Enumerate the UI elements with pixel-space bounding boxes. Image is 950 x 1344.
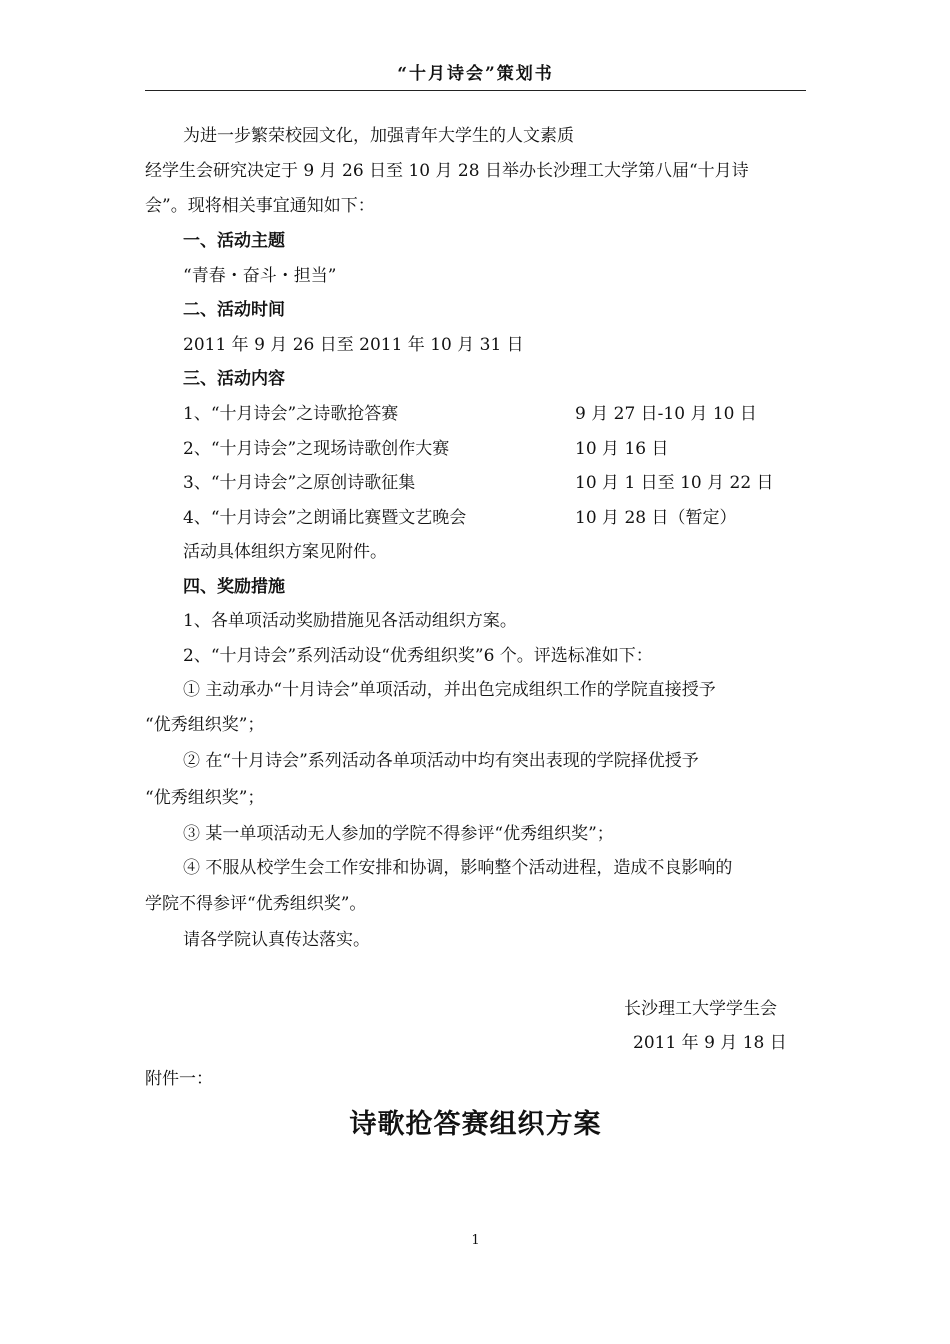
attachment-label: 附件一： — [145, 1069, 213, 1089]
content-item-label: 4、“十月诗会”之朗诵比赛暨文艺晚会 — [183, 508, 467, 528]
content-item-label: 2、“十月诗会”之现场诗歌创作大赛 — [183, 439, 450, 459]
content-item-date: 9 月 27 日-10 月 10 日 — [575, 404, 757, 424]
page-header-title: “十月诗会”策划书 — [397, 64, 554, 84]
reward-item-2: 2、“十月诗会”系列活动设“优秀组织奖”6 个。评选标准如下： — [183, 646, 653, 666]
intro-line-1: 为进一步繁荣校园文化，加强青年大学生的人文素质 — [183, 126, 574, 146]
criterion-1-line-2: “优秀组织奖”； — [145, 715, 265, 735]
criterion-4-line-1: ④ 不服从校学生会工作安排和协调，影响整个活动进程，造成不良影响的 — [183, 858, 733, 878]
section-heading-reward: 四、奖励措施 — [183, 577, 285, 597]
page-number: 1 — [471, 1233, 480, 1248]
reward-item-1: 1、各单项活动奖励措施见各活动组织方案。 — [183, 611, 517, 631]
criterion-3: ③ 某一单项活动无人参加的学院不得参评“优秀组织奖”； — [183, 824, 614, 844]
content-item-label: 3、“十月诗会”之原创诗歌征集 — [183, 473, 416, 493]
section-heading-time: 二、活动时间 — [183, 300, 285, 320]
closing-line: 请各学院认真传达落实。 — [183, 930, 370, 950]
criterion-1-line-1: ① 主动承办“十月诗会”单项活动，并出色完成组织工作的学院直接授予 — [183, 680, 716, 700]
content-item-label: 1、“十月诗会”之诗歌抢答赛 — [183, 404, 399, 424]
time-text: 2011 年 9 月 26 日至 2011 年 10 月 31 日 — [183, 335, 524, 355]
section-heading-theme: 一、活动主题 — [183, 231, 285, 251]
content-item-date: 10 月 16 日 — [575, 439, 669, 459]
signature-org: 长沙理工大学学生会 — [624, 999, 777, 1019]
criterion-4-line-2: 学院不得参评“优秀组织奖”。 — [145, 894, 367, 914]
criterion-2-line-2: “优秀组织奖”； — [145, 788, 265, 808]
intro-line-3: 会”。现将相关事宜通知如下： — [145, 196, 375, 216]
content-item-date: 10 月 1 日至 10 月 22 日 — [575, 473, 774, 493]
content-item-date: 10 月 28 日（暂定） — [575, 508, 737, 528]
attachment-title: 诗歌抢答赛组织方案 — [349, 1109, 602, 1140]
criterion-2-line-1: ② 在“十月诗会”系列活动各单项活动中均有突出表现的学院择优授予 — [183, 751, 699, 771]
intro-line-2: 经学生会研究决定于 9 月 26 日至 10 月 28 日举办长沙理工大学第八届“十月诗 — [145, 161, 749, 181]
signature-date: 2011 年 9 月 18 日 — [633, 1033, 787, 1053]
header-rule — [145, 90, 806, 91]
section-heading-content: 三、活动内容 — [183, 369, 285, 389]
theme-text: “青春・奋斗・担当” — [183, 266, 337, 286]
content-note: 活动具体组织方案见附件。 — [183, 542, 387, 562]
